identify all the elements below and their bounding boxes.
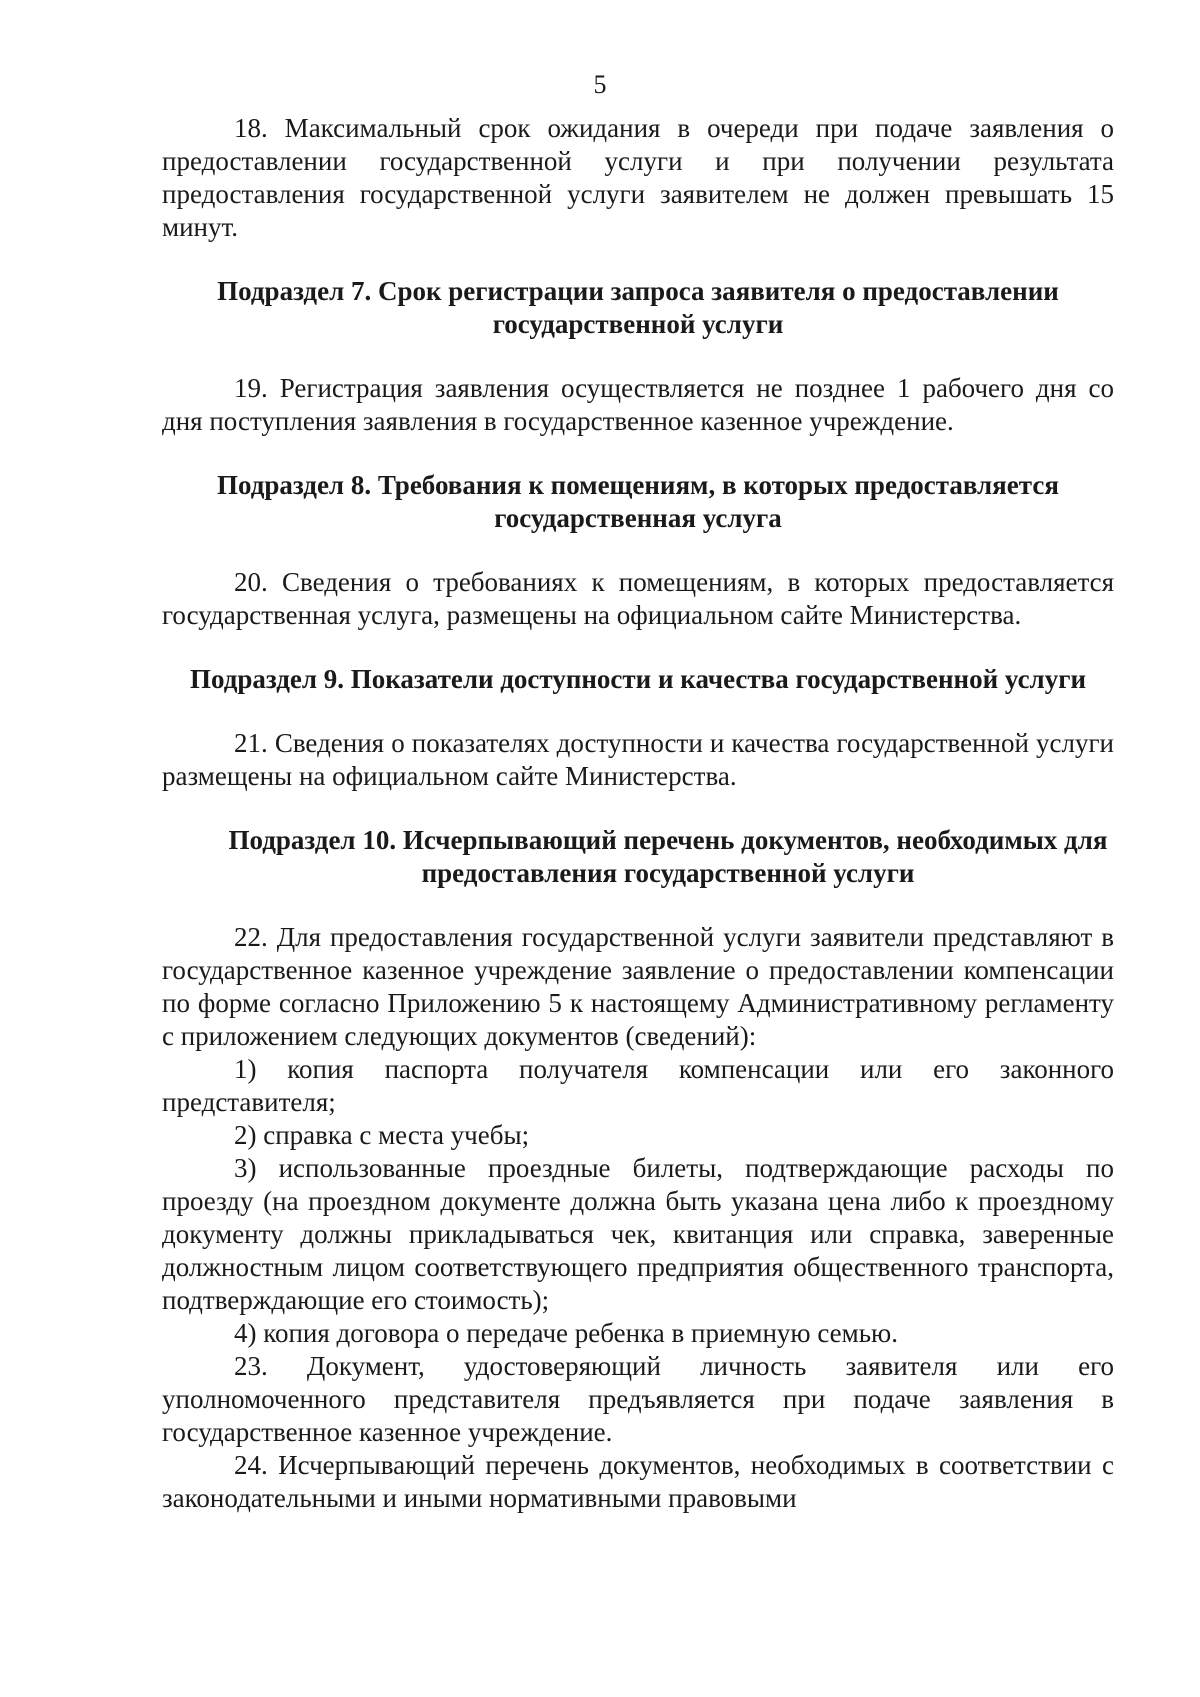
paragraph-21: 21. Сведения о показателях доступности и качества государственной услуги размещены на официальном сайте Министерства. [162, 728, 1114, 791]
heading-subsection-9: Подраздел 9. Показатели доступности и качества государственной услуги [189, 664, 1087, 694]
list-item-2: 2) справка с места учебы; [234, 1120, 530, 1150]
heading-subsection-10: Подраздел 10. Исчерпывающий перечень документов, необходимых для предоставления государственной услуги [228, 825, 1108, 888]
paragraph-19: 19. Регистрация заявления осуществляется не позднее 1 рабочего дня со дня поступления заявления в государственное казенное учреждение. [162, 373, 1114, 436]
page-number: 5 [593, 70, 607, 99]
paragraph-20: 20. Сведения о требованиях к помещениям, в которых предоставляется государственная услуга, размещены на официальном сайте Министерства. [162, 567, 1114, 630]
paragraph-18: 18. Максимальный срок ожидания в очереди при подаче заявления о предоставлении государственной услуги и при получении результата предоставления государственной услуги заявителем не должен превышать 15 минут. [162, 113, 1114, 242]
heading-subsection-8: Подраздел 8. Требования к помещениям, в которых предоставляется государственная услуга [217, 470, 1059, 533]
document-body [162, 112, 1114, 1515]
list-item-3: 3) использованные проездные билеты, подтверждающие расходы по проезду (на проездном документе должна быть указана цена либо к проездному документу должны прикладываться чек, квитанция или справка, заверенные должностным лицом соответствующего предприятия общественного транспорта, подтверждающие его стоимость); [162, 1153, 1114, 1315]
list-item-4: 4) копия договора о передаче ребенка в приемную семью. [234, 1318, 898, 1348]
paragraph-24: 24. Исчерпывающий перечень документов, необходимых в соответствии с законодательными и иными нормативными правовыми [162, 1450, 1114, 1513]
paragraph-22: 22. Для предоставления государственной услуги заявители представляют в государственное казенное учреждение заявление о предоставлении компенсации по форме согласно Приложению 5 к настоящему Административному регламенту с приложением следующих документов (сведений): [162, 922, 1114, 1051]
heading-subsection-7: Подраздел 7. Срок регистрации запроса заявителя о предоставлении государственной услуги [217, 276, 1059, 339]
paragraph-23: 23. Документ, удостоверяющий личность заявителя или его уполномоченного представителя предъявляется при подаче заявления в государственное казенное учреждение. [162, 1351, 1114, 1447]
list-item-1: 1) копия паспорта получателя компенсации или его законного представителя; [162, 1054, 1114, 1117]
